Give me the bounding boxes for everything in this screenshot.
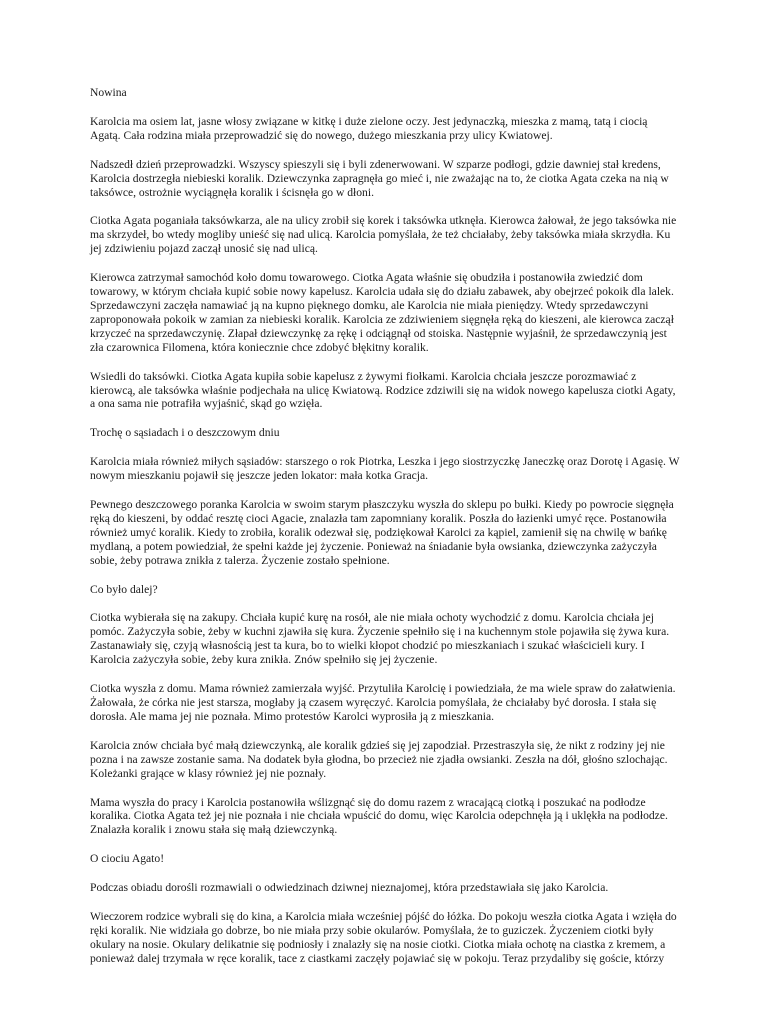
paragraph: Podczas obiadu dorośli rozmawiali o odwiedzinach dziwnej nieznajomej, która przedstawiała się jako Karolcia. xyxy=(90,881,609,895)
paragraph: Ciotka wyszła z domu. Mama również zamierzała wyjść. Przytuliła Karolcię i powiedziała, że ma wiele spraw do załatwienia. Żałowała, że córka nie jest starsza, mogłaby ją czasem wyręczyć. Karolcia pomyślała, że chciałaby być dorosła. I stała się dorosła. Ale mama jej nie poznała. Mimo protestów Karolci wyprosiła ją z mieszkania. xyxy=(90,682,676,723)
section-heading: Co było dalej? xyxy=(90,582,158,596)
section-heading: Trochę o sąsiadach i o deszczowym dniu xyxy=(90,426,280,440)
paragraph: Ciotka Agata poganiała taksówkarza, ale na ulicy zrobił się korek i taksówka utknęła. Kierowca żałował, że jego taksówka nie ma skrzydeł, bo wtedy mogliby unieść się nad ulicą. Karolcia pomyślała, że też chciałaby, żeby taksówka miała skrzydła. Ku jej zdziwieniu pojazd zaczął unosić się nad ulicą. xyxy=(90,214,677,256)
paragraph: Nadszedł dzień przeprowadzki. Wszyscy spieszyli się i byli zdenerwowani. W szparze podłogi, gdzie dawniej stał kredens, Karolcia dostrzegła niebieski koralik. Dziewczynka zapragnęła go mieć i, nie zważając na to, że ciotka Agata czeka na nią w taksówce, ostrożnie wyciągnęła koralik i ścisnęła go w dłoni. xyxy=(90,157,669,199)
document-page xyxy=(90,86,680,981)
paragraph: Karolcia znów chciała być małą dziewczynką, ale koralik gdzieś się jej zapodział. Przestraszyła się, że nikt z rodziny jej nie pozna i na zawsze zostanie sama. Na dodatek była głodna, bo przecież nie zjadła owsianki. Zeszła na dół, głośno szlochając. Koleżanki grające w klasy również jej nie poznały. xyxy=(90,738,668,780)
document-title: Nowina xyxy=(90,86,127,99)
paragraph: Ciotka wybierała się na zakupy. Chciała kupić kurę na rosół, ale nie miała ochoty wychodzić z domu. Karolcia chciała jej pomóc. Zażyczyła sobie, żeby w kuchni zjawiła się kura. Życzenie spełniło się i na kuchennym stole pojawiła się żywa kura. Zastanawiały się, czyją własnością jest ta kura, bo to wielki kłopot chodzić po mieszkaniach i szukać właścicieli kury. I Karolcia zażyczyła sobie, żeby kura znikła. Znów spełniło się jej życzenie. xyxy=(90,611,670,667)
paragraph: Wsiedli do taksówki. Ciotka Agata kupiła sobie kapelusz z żywymi fiołkami. Karolcia chciała jeszcze porozmawiać z kierowcą, ale taksówka właśnie podjechała na ulicę Kwiatową. Rodzice zdziwili się na widok nowego kapelusza ciotki Agaty, a ona sama nie potrafiła wyjaśnić, skąd go wzięła. xyxy=(90,369,676,411)
paragraph: Wieczorem rodzice wybrali się do kina, a Karolcia miała wcześniej pójść do łóżka. Do pokoju weszła ciotka Agata i wzięła do ręki koralik. Nie widziała go dobrze, bo nie miała przy sobie okularów. Pomyślała, że to guziczek. Życzeniem ciotki były okulary na nosie. Okulary delikatnie się podniosły i znalazły się na nosie ciotki. Ciotka miała ochotę na ciastka z kremem, a ponieważ dalej trzymała w ręce koralik, tace z ciastkami zaczęły pojawiać się w pokoju. Teraz przydaliby się goście, którzy xyxy=(90,910,677,965)
paragraph: Karolcia miała również miłych sąsiadów: starszego o rok Piotrka, Leszka i jego siostrzyczkę Janeczkę oraz Dorotę i Agasię. W nowym mieszkaniu pojawił się jeszcze jeden lokator: mała kotka Gracja. xyxy=(90,455,680,483)
paragraph: Mama wyszła do pracy i Karolcia postanowiła wślizgnąć się do domu razem z wracającą ciotką i poszukać na podłodze koralika. Ciotka Agata też jej nie poznała i nie chciała wpuścić do domu, więc Karolcia odepchnęła ją i uklękła na podłodze. Znalazła koralik i znowu stała się małą dziewczynką. xyxy=(90,795,668,837)
paragraph: Karolcia ma osiem lat, jasne włosy związane w kitkę i duże zielone oczy. Jest jedynaczką, mieszka z mamą, tatą i ciocią Agatą. Cała rodzina miała przeprowadzić się do nowego, dużego mieszkania przy ulicy Kwiatowej. xyxy=(90,114,648,142)
section-heading: O ciociu Agato! xyxy=(90,852,165,866)
paragraph: Pewnego deszczowego poranka Karolcia w swoim starym płaszczyku wyszła do sklepu po bułki. Kiedy po powrocie sięgnęła ręką do kieszeni, by oddać resztę cioci Agacie, znalazła tam zapomniany koralik. Poszła do łazienki umyć ręce. Postanowiła również umyć koralik. Kiedy to zrobiła, koralik odezwał się, podziękował Karolci za kąpiel, zamienił się na chwilę w bańkę mydlaną, a potem powiedział, że spełni każde jej życzenie. Ponieważ na śniadanie była owsianka, dziewczynka zażyczyła sobie, żeby potrawa znikła z talerza. Życzenie zostało spełnione. xyxy=(90,498,674,567)
paragraph: Kierowca zatrzymał samochód koło domu towarowego. Ciotka Agata właśnie się obudziła i postanowiła zwiedzić dom towarowy, w którym chciała kupić sobie nowy kapelusz. Karolcia udała się do działu zabawek, aby obejrzeć pokoik dla lalek. Sprzedawczyni zaczęła namawiać ją na kupno pięknego domku, ale Karolcia nie miała pieniędzy. Wtedy sprzedawczyni zaproponowała pokoik w zamian za niebieski koralik. Karolcia ze zdziwieniem sięgnęła ręką do kieszeni, ale kierowca zaczął krzyczeć na sprzedawczynię. Złapał dziewczynkę za rękę i odciągnął od stoiska. Następnie wyjaśnił, że sprzedawczynią jest zła czarownica Filomena, która koniecznie chce zdobyć błękitny koralik. xyxy=(90,271,674,354)
